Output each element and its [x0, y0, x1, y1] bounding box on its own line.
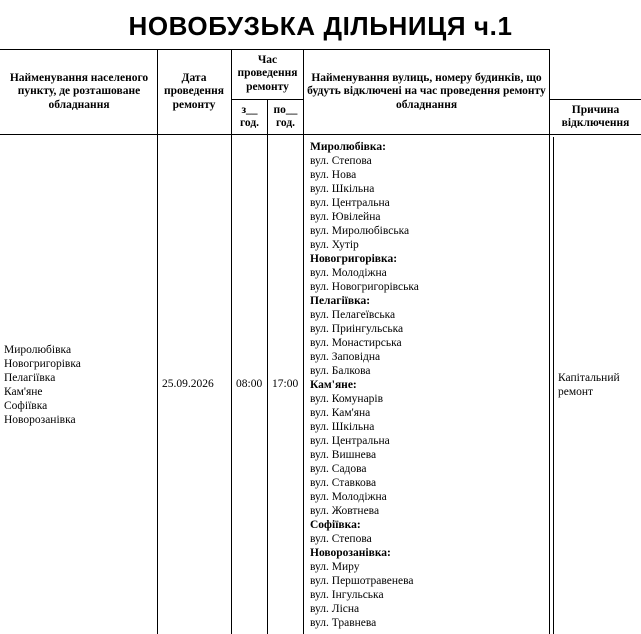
- settlement-item: Кам'яне: [4, 386, 43, 398]
- street-item: вул. Миролюбівська: [310, 225, 410, 237]
- street-item: вул. Пелагеївська: [310, 309, 396, 321]
- column-divider-4: [303, 49, 304, 634]
- settlement-item: Миролюбівка: [4, 344, 72, 356]
- street-item: вул. Степова: [310, 155, 372, 167]
- time-to-value: 17:00: [272, 378, 299, 390]
- street-item: вул. Монастирська: [310, 337, 402, 349]
- village-heading: Пелагіївка:: [310, 295, 371, 307]
- street-item: вул. Новогригорівська: [310, 281, 419, 293]
- header-time-from: з__ год.: [239, 103, 260, 129]
- street-item: вул. Молодіжна: [310, 267, 387, 279]
- street-item: вул. Травнева: [310, 617, 377, 629]
- street-item: вул. Молодіжна: [310, 491, 387, 503]
- street-item: вул. Жовтнева: [310, 505, 380, 517]
- street-item: вул. Першотравенева: [310, 575, 414, 587]
- village-heading: Миролюбівка:: [310, 141, 386, 153]
- street-item: вул. Ставкова: [310, 477, 377, 489]
- header-time: Час проведення ремонту: [237, 53, 298, 93]
- street-item: вул. Нова: [310, 169, 357, 181]
- settlement-item: Софіївка: [4, 400, 48, 412]
- street-item: вул. Ювілейна: [310, 211, 381, 223]
- column-divider-2: [231, 49, 232, 634]
- street-item: вул. Кам'яна: [310, 407, 371, 419]
- street-item: вул. Заповідна: [310, 351, 381, 363]
- column-divider-1: [157, 49, 158, 634]
- street-item: вул. Степова: [310, 533, 372, 545]
- column-divider-6: [553, 137, 554, 634]
- header-reason: Причина відключення: [561, 103, 630, 129]
- header-bottom-border: [0, 134, 550, 135]
- street-item: вул. Шкільна: [310, 183, 375, 195]
- header-time-to: по__ год.: [273, 103, 298, 129]
- outage-reason: Капітальний ремонт: [558, 372, 620, 398]
- street-item: вул. Інгульська: [310, 589, 384, 601]
- time-from-value: 08:00: [236, 378, 263, 390]
- header-settlement: Найменування населеного пункту, де розташоване обладнання: [9, 71, 149, 111]
- streets-cell: [310, 140, 548, 630]
- settlements-cell: [4, 343, 156, 427]
- street-item: вул. Хутір: [310, 239, 359, 251]
- street-item: вул. Центральна: [310, 197, 390, 209]
- street-item: вул. Шкільна: [310, 421, 375, 433]
- table-top-border: [0, 49, 550, 50]
- settlement-item: Новорозанівка: [4, 414, 76, 426]
- village-heading: Новогригорівка:: [310, 253, 398, 265]
- village-heading: Новорозанівка:: [310, 547, 391, 559]
- reason-header-bottom-border: [549, 134, 641, 135]
- street-item: вул. Приінгульська: [310, 323, 404, 335]
- settlement-item: Новогригорівка: [4, 358, 81, 370]
- header-streets: Найменування вулиць, номеру будинків, що будуть відключені на час проведення ремонту обладнання: [307, 71, 546, 111]
- reason-header-top-border: [549, 99, 641, 100]
- street-item: вул. Лісна: [310, 603, 360, 615]
- street-item: вул. Центральна: [310, 435, 390, 447]
- village-heading: Кам'яне:: [310, 379, 357, 391]
- column-divider-3: [267, 99, 268, 634]
- street-item: вул. Комунарів: [310, 393, 384, 405]
- street-item: вул. Балкова: [310, 365, 371, 377]
- repair-date: 25.09.2026: [162, 378, 214, 390]
- page-title: НОВОБУЗЬКА ДІЛЬНИЦЯ ч.1: [128, 11, 513, 41]
- street-item: вул. Вишнева: [310, 449, 377, 461]
- street-item: вул. Садова: [310, 463, 367, 475]
- street-item: вул. Миру: [310, 561, 360, 573]
- column-divider-5: [549, 49, 550, 634]
- header-date: Дата проведення ремонту: [163, 71, 225, 111]
- village-heading: Софіївка:: [310, 519, 361, 531]
- settlement-item: Пелагіївка: [4, 372, 56, 384]
